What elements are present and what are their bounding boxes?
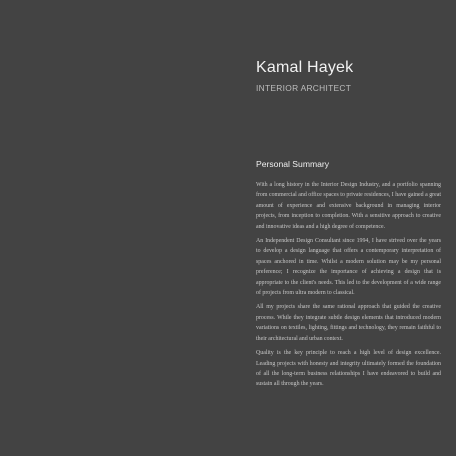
summary-paragraph: With a long history in the Interior Design Industry, and a portfolio spanning from commercial and office spaces to private residences, I have gained a great amount of experience and extensive background in managing interior projects, from inception to completion. With a sensitive approach to creative and innovative ideas and a high degree of competence.: [256, 182, 441, 230]
job-title: INTERIOR ARCHITECT: [256, 83, 352, 93]
section-title: Personal Summary: [256, 159, 330, 169]
summary-paragraph: All my projects share the same rational approach that guided the creative process. While they integrate subtle design elements that introduced modern variations on textiles, lighting, fittings and technology, they remain faithful to their architectural and urban context.: [256, 304, 441, 342]
summary-paragraph: An Independent Design Consultant since 1994, I have strived over the years to develop a design language that offers a contemporary interpretation of spaces anchored in time. Whilst a modern solution may be my personal preference; I recognize the importance of achieving a design that is appropriate to the client's needs. This led to the development of a wide range of projects from ultra modern to classical.: [256, 238, 441, 297]
summary-paragraph: Quality is the key principle to reach a high level of design excellence. Leading projects with honesty and integrity ultimately formed the foundation of all the long-term business relationships I have endeavored to build and sustain all through the years.: [256, 350, 441, 388]
summary-text: [256, 180, 441, 394]
person-name: Kamal Hayek: [256, 59, 354, 76]
